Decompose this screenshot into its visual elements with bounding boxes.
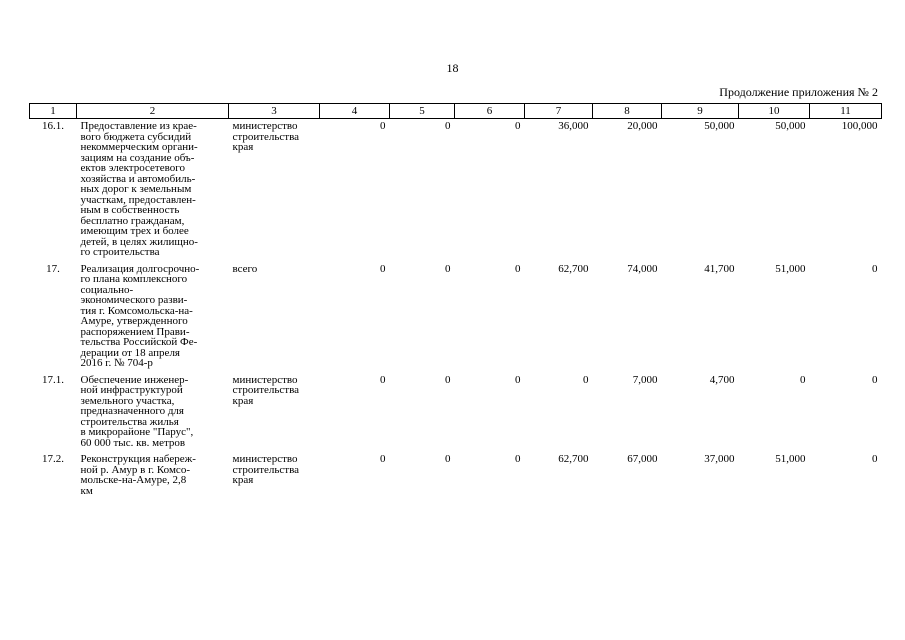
column-header: 11 bbox=[810, 104, 882, 119]
row-description: Предоставление из крае- вого бюджета субсидий некоммерческим органи- зациям на создание объ- ектов электросетевого хозяйства и автомобиль- ных дорог к земельным участкам, предоставлен- ным в собственность бесплатно гражданам, имеющим трех и более детей, в целях жилищно- го строительства bbox=[80, 120, 198, 258]
row-value: 0 bbox=[515, 373, 521, 386]
row-value: 0 bbox=[515, 120, 521, 132]
row-value: 51,000 bbox=[775, 453, 806, 465]
column-header: 10 bbox=[739, 104, 810, 119]
row-description: Реконструкция набереж- ной р. Амур в г. Комсо- мольске-на-Амуре, 2,8 км bbox=[80, 453, 196, 497]
row-executor: всего bbox=[232, 262, 258, 275]
row-description: Обеспечение инженер- ной инфраструктурой земельного участка, предназначенного для строительства жилья в микрорайоне "Парус", 60 000 тыс. кв. метров bbox=[80, 373, 194, 449]
row-value: 0 bbox=[872, 262, 878, 275]
appendix-continuation-note: Продолжение приложения № 2 bbox=[719, 85, 878, 99]
column-number-row bbox=[30, 104, 882, 119]
column-header: 1 bbox=[30, 104, 77, 119]
row-value: 0 bbox=[445, 373, 451, 386]
table-row bbox=[30, 373, 882, 453]
row-value: 37,000 bbox=[704, 453, 735, 465]
table-row bbox=[30, 119, 882, 262]
row-value: 4,700 bbox=[709, 373, 735, 386]
column-header: 7 bbox=[525, 104, 593, 119]
page-number: 18 bbox=[446, 61, 459, 75]
row-value: 0 bbox=[872, 453, 878, 465]
row-value: 62,700 bbox=[558, 262, 589, 275]
row-value: 0 bbox=[380, 453, 386, 465]
row-number: 16.1. bbox=[42, 120, 64, 132]
row-value: 0 bbox=[515, 453, 521, 465]
row-value: 7,000 bbox=[632, 373, 658, 386]
table-row bbox=[30, 452, 882, 500]
row-value: 51,000 bbox=[775, 262, 806, 275]
row-number: 17.2. bbox=[42, 453, 64, 465]
row-executor: министерство строительства края bbox=[232, 120, 300, 153]
column-header: 8 bbox=[593, 104, 662, 119]
row-executor: министерство строительства края bbox=[232, 453, 300, 486]
row-value: 0 bbox=[380, 120, 386, 132]
table-header bbox=[30, 104, 882, 119]
row-value: 0 bbox=[800, 373, 806, 386]
row-value: 0 bbox=[583, 373, 589, 386]
row-value: 50,000 bbox=[775, 120, 806, 132]
row-value: 41,700 bbox=[704, 262, 735, 275]
row-value: 67,000 bbox=[627, 453, 658, 465]
row-value: 36,000 bbox=[558, 120, 589, 132]
column-header: 9 bbox=[662, 104, 739, 119]
row-number: 17. bbox=[46, 262, 60, 275]
row-value: 100,000 bbox=[841, 120, 878, 132]
row-value: 62,700 bbox=[558, 453, 589, 465]
table-row bbox=[30, 262, 882, 373]
row-description: Реализация долгосрочно- го плана комплексного социально- экономического разви- тия г. Комсомольска-на- Амуре, утвержденного распоряжением Прави- тельства Российской Фе- дерации от 18 апреля 2016 г. № 704-р bbox=[80, 262, 200, 369]
row-value: 0 bbox=[445, 453, 451, 465]
row-value: 50,000 bbox=[704, 120, 735, 132]
row-value: 0 bbox=[380, 262, 386, 275]
row-value: 0 bbox=[872, 373, 878, 386]
column-header: 3 bbox=[229, 104, 320, 119]
column-header: 4 bbox=[320, 104, 390, 119]
column-header: 5 bbox=[390, 104, 455, 119]
row-value: 0 bbox=[445, 262, 451, 275]
row-value: 0 bbox=[515, 262, 521, 275]
row-value: 74,000 bbox=[627, 262, 658, 275]
row-number: 17.1. bbox=[42, 373, 64, 386]
column-header: 2 bbox=[77, 104, 229, 119]
row-value: 20,000 bbox=[627, 120, 658, 132]
row-value: 0 bbox=[445, 120, 451, 132]
row-executor: министерство строительства края bbox=[232, 373, 300, 407]
row-value: 0 bbox=[380, 373, 386, 386]
budget-table bbox=[29, 103, 882, 500]
column-header: 6 bbox=[455, 104, 525, 119]
